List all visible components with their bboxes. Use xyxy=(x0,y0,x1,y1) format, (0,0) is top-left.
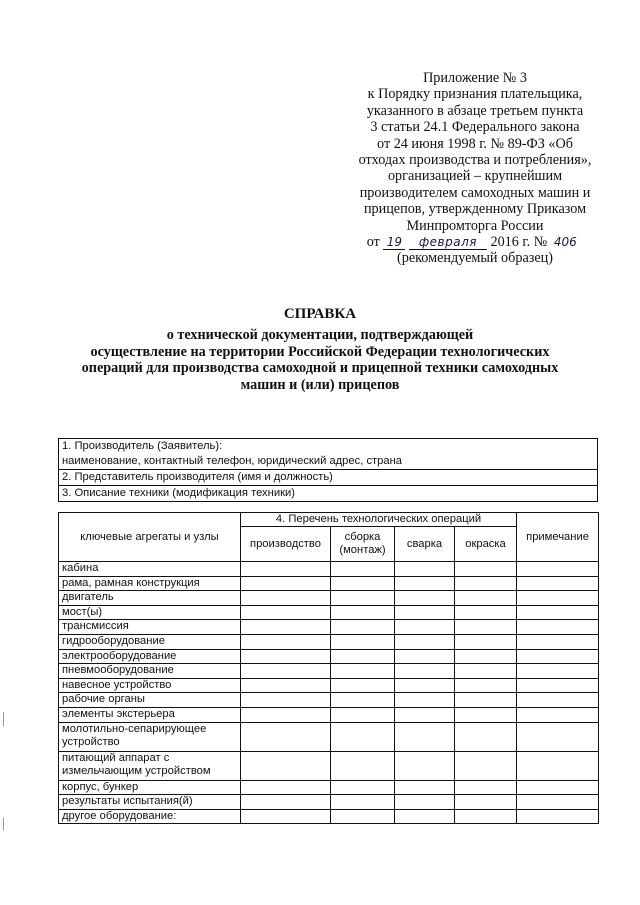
row-label: элементы экстерьера xyxy=(59,707,241,722)
appendix-line: организацией – крупнейшим xyxy=(387,168,563,185)
row-label: гидрооборудование xyxy=(59,634,241,649)
appendix-line: Минпромторга России xyxy=(406,217,544,234)
header-welding: сварка xyxy=(395,527,455,562)
table-row xyxy=(59,693,599,708)
document-title xyxy=(40,306,600,394)
appendix-line: 3 статьи 24.1 Федерального закона xyxy=(370,119,580,136)
appendix-line: к Порядку признания плательщика, xyxy=(367,86,583,103)
table-row xyxy=(59,678,599,693)
row-label: трансмиссия xyxy=(59,620,241,635)
number-prefix: № xyxy=(533,234,548,251)
row-label: навесное устройство xyxy=(59,678,241,693)
row-label: кабина xyxy=(59,562,241,577)
row-label: другое оборудование: xyxy=(59,809,241,824)
header-note: примечание xyxy=(517,513,599,562)
row-label: рабочие органы xyxy=(59,693,241,708)
title-line: о технической документации, подтверждающей xyxy=(166,326,474,343)
title-line: осуществление на территории Российской Федерации технологических xyxy=(90,343,550,360)
info-table xyxy=(58,438,598,502)
row-label: корпус, бункер xyxy=(59,780,241,795)
table-row xyxy=(59,707,599,722)
date-prefix: от xyxy=(366,234,380,251)
title-main: СПРАВКА xyxy=(283,306,357,322)
row-label: рама, рамная конструкция xyxy=(59,576,241,591)
table-row xyxy=(59,591,599,606)
scan-margin-mark xyxy=(3,712,4,726)
table-row xyxy=(59,722,599,751)
scan-margin-mark xyxy=(3,818,4,830)
row-label: питающий аппарат с измельчающим устройством xyxy=(59,751,241,780)
info-row-manufacturer-details: наименование, контактный телефон, юридический адрес, страна xyxy=(59,454,598,470)
table-row xyxy=(59,751,599,780)
info-row-description: 3. Описание техники (модификация техники) xyxy=(59,486,598,502)
row-label: результаты испытания(й) xyxy=(59,795,241,810)
appendix-line: Приложение № 3 xyxy=(423,70,527,86)
title-line: операций для производства самоходной и прицепной техники самоходных xyxy=(81,360,559,377)
table-row xyxy=(59,649,599,664)
order-date-line xyxy=(340,234,610,250)
appendix-line: производителем самоходных машин и xyxy=(359,184,591,201)
row-label: молотильно-сепарирующее устройство xyxy=(59,722,241,751)
header-production: производство xyxy=(241,527,331,562)
appendix-block xyxy=(340,70,610,267)
appendix-line: от 24 июня 1998 г. № 89-ФЗ «Об xyxy=(377,135,573,152)
row-label: электрооборудование xyxy=(59,649,241,664)
info-row-manufacturer: 1. Производитель (Заявитель): xyxy=(59,439,598,455)
table-row xyxy=(59,620,599,635)
table-row xyxy=(59,664,599,679)
operations-table xyxy=(58,512,599,824)
table-row xyxy=(59,809,599,824)
table-row xyxy=(59,576,599,591)
row-label: пневмооборудование xyxy=(59,664,241,679)
header-operations: 4. Перечень технологических операций xyxy=(241,513,517,527)
handwritten-day: 19 xyxy=(383,236,405,250)
table-row xyxy=(59,634,599,649)
table-row xyxy=(59,780,599,795)
handwritten-number: 406 xyxy=(553,235,577,250)
table-row xyxy=(59,605,599,620)
sample-note: (рекомендуемый образец) xyxy=(397,250,553,267)
header-assembly: сборка (монтаж) xyxy=(331,527,395,562)
title-line: машин и (или) прицепов xyxy=(240,377,400,394)
row-label: мост(ы) xyxy=(59,605,241,620)
header-painting: окраска xyxy=(455,527,517,562)
appendix-line: отходах производства и потребления», xyxy=(358,152,592,169)
table-row xyxy=(59,795,599,810)
header-units: ключевые агрегаты и узлы xyxy=(59,513,241,562)
date-year: 2016 г. xyxy=(490,234,531,251)
row-label: двигатель xyxy=(59,591,241,606)
table-row xyxy=(59,562,599,577)
handwritten-month: февраля xyxy=(409,236,487,250)
appendix-line: указанного в абзаце третьем пункта xyxy=(366,102,584,119)
appendix-line: прицепов, утвержденному Приказом xyxy=(363,201,587,218)
info-row-representative: 2. Представитель производителя (имя и должность) xyxy=(59,470,598,486)
